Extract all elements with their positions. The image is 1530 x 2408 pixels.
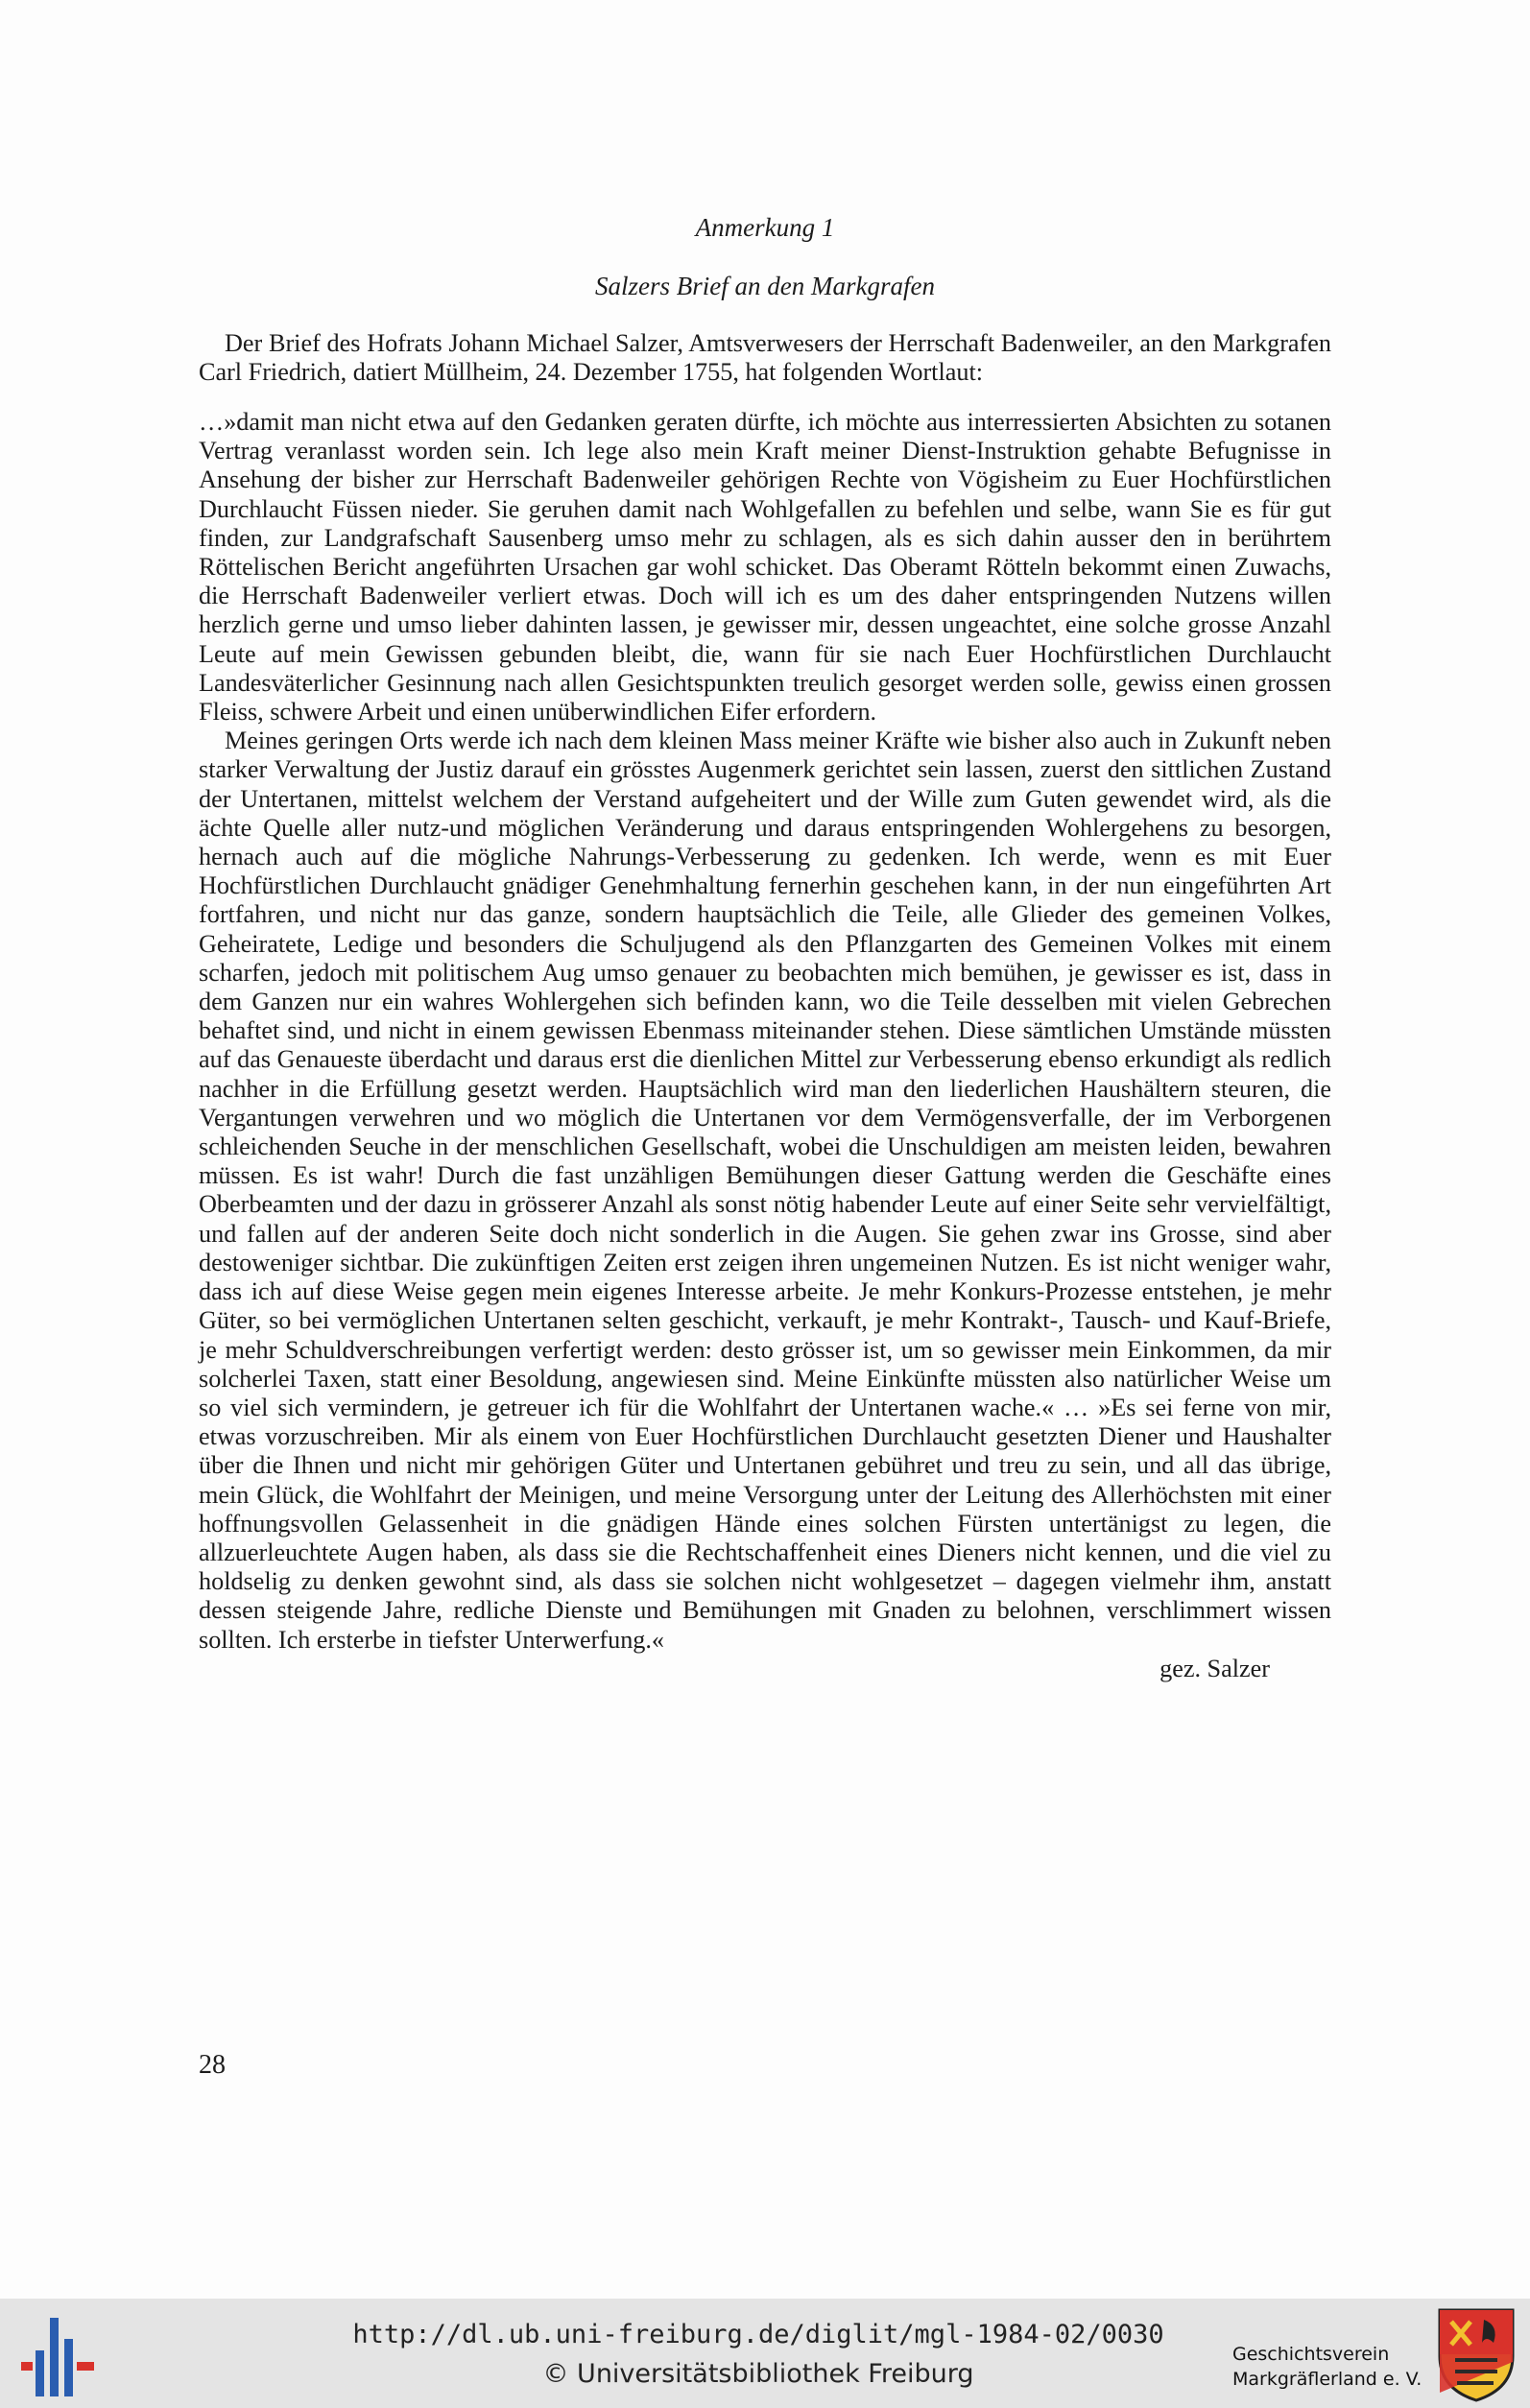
coat-of-arms-icon: [1436, 2306, 1517, 2402]
letter-text: [199, 408, 1331, 1683]
society-name-line: Markgräflerland e. V.: [1232, 2369, 1422, 2390]
copyright-text: © Universitätsbibliothek Freiburg: [542, 2359, 974, 2389]
signature: gez. Salzer: [1159, 1654, 1270, 1682]
society-name-line: Geschichtsverein: [1232, 2344, 1390, 2365]
source-url-link[interactable]: http://dl.ub.uni-freiburg.de/diglit/mgl-1984-02/0030: [352, 2320, 1164, 2349]
page-heading: Anmerkung 1: [695, 213, 835, 242]
letter-paragraph: Meines geringen Orts werde ich nach dem kleinen Mass meiner Kräfte wie bisher also auch in Zukunft neben starker Verwaltung der Justiz darauf ein grösstes Augenmerk gerichtet sein lassen, zuerst den sittlichen Zustand der Untertanen, mittelst welchem der Verstand aufgeheitert und der Wille zum Guten gewendet wird, als die ächte Quelle aller nutz-und möglichen Veränderung und daraus entspringenden Wohlergehens zu besorgen, hernach auch auf die mögliche Nahrungs-Verbesserung zu gedenken. Ich werde, wenn es mit Euer Hochfürstlichen Durchlaucht gnädiger Genehmhaltung fernerhin geschehen kann, in der nun eingeführten Art fortfahren, und nicht nur das ganze, sondern hauptsächlich die Teile, alle Glieder des gemeinen Volkes, Geheiratete, Ledige und besonders die Schuljugend als den Pflanzgarten des Gemeinen Volkes mit einem scharfen, jedoch mit politischem Aug umso genauer zu beobachten mich bemühen, je gewisser es ist, dass in dem Ganzen nur ein wahres Wohlergehen sich befinden kann, wo die Teile desselben mit vielen Gebrechen behaftet sind, und nicht in einem gewissen Ebenmass miteinander stehen. Diese sämtlichen Umstände müssten auf das Genaueste überdacht und daraus erst die dienlichen Mittel zur Verbesserung ebenso erkundigt als redlich nachher in die Erfüllung gesetzt werden. Hauptsächlich wird man den liederlichen Haushältern steuren, die Vergantungen verwehren und wo möglich die Untertanen vor dem Vermögensverfalle, der im Verborgenen schleichenden Seuche in der menschlichen Gesellschaft, wobei die Unschuldigen am meisten leiden, bewahren müssen. Es ist wahr! Durch die fast unzähligen Bemühungen dieser Gattung werden die Geschäfte eines Oberbeamten und der dazu in grösserer Anzahl als sonst nötig habender Leute auf einer Seite sehr vervielfältigt, und fallen auf der anderen Seite doch nicht sonderlich in die Augen. Sie gehen zwar ins Grosse, sind aber destoweniger sichtbar. Die zukünftigen Zeiten erst zeigen ihren ungemeinen Nutzen. Es ist nicht weniger wahr, dass ich auf diese Weise gegen mein eigenes Interesse arbeite. Je mehr Konkurs-Prozesse entstehen, je mehr Güter, so bei vermöglichen Untertanen selten geschicht, verkauft, je mehr Kontrakt-, Tausch- und Kauf-Briefe, je mehr Schuldverschreibungen verfertigt werden: desto grösser ist, um so gewisser mein Einkommen, da mir solcherlei Taxen, statt einer Besoldung, angewiesen sind. Meine Einkünfte müssten also natürlicher Weise um so viel sich vermindern, je getreuer ich für die Wohlfahrt der Untertanen wache.« … »Es sei ferne von mir, etwas vorzuschreiben. Mir als einem von Euer Hochfürstlichen Durchlaucht gesetzten Diener und Haushalter über die Ihnen und nicht mir gehörigen Güter und Untertanen gebühret und treu zu sein, und all das übrige, mein Glück, die Wohlfahrt der Meinigen, und meine Versorgung unter der Leitung des Allerhöchsten mit einer hoffnungsvollen Gelassenheit in die gnädigen Hände eines solchen Fürsten untertänigst zu legen, die allzuerleuchtete Augen haben, als dass sie die Rechtschaffenheit eines Dieners nicht kennen, und die viel zu holdselig zu denken gewohnt sind, als dass sie solchen nicht wohlgesetzet – dagegen vielmehr ihm, anstatt dessen steigende Jahre, redliche Dienste und Bemühungen mit Gnaden zu belohnen, verschlimmert wissen sollten. Ich ersterbe in tiefster Unterwerfung.«: [199, 727, 1331, 1654]
page-subheading: Salzers Brief an den Markgrafen: [595, 272, 935, 300]
intro-paragraph: Der Brief des Hofrats Johann Michael Salzer, Amtsverwesers der Herrschaft Badenweiler, an den Markgrafen Carl Friedrich, datiert Müllheim, 24. Dezember 1755, hat folgenden Wortlaut:: [199, 329, 1331, 387]
page-number: 28: [199, 2050, 226, 2080]
letter-paragraph: …»damit man nicht etwa auf den Gedanken geraten dürfte, ich möchte aus interressierten Absichten zu sotanen Vertrag veranlasst worden sein. Ich lege also mein Kraft meiner Dienst-Instruktion gehabte Befugnisse in Ansehung der bisher zur Herrschaft Badenweiler gehörigen Rechte von Vögisheim zu Euer Hochfürstlichen Durchlaucht Füssen nieder. Sie geruhen damit nach Wohlgefallen zu befehlen und selbe, wann Sie es für gut finden, zur Landgrafschaft Sausenberg umso mehr zu schlagen, als es sich dahin ausser den in berührtem Röttelischen Bericht angeführten Ursachen gar wohl schicket. Das Oberamt Rötteln bekommt einen Zuwachs, die Herrschaft Badenweiler verliert etwas. Doch will ich es um des daher entspringenden Nutzens willen herzlich gerne und umso lieber dahinten lassen, je gewisser mir, dessen ungeachtet, eine solche grosse Anzahl Leute auf mein Gewissen gebunden bleibt, die, wann für sie nach Euer Hochfürstlichen Durchlaucht Landesväterlicher Gesinnung nach allen Gesichtspunkten treulich gesorget werden solle, gewiss einen grossen Fleiss, schwere Arbeit und einen unüberwindlichen Eifer erfordern.: [199, 408, 1331, 727]
society-name: [1232, 2342, 1422, 2392]
footer-bar: [0, 2299, 1530, 2408]
library-logo-icon: [21, 2318, 96, 2396]
